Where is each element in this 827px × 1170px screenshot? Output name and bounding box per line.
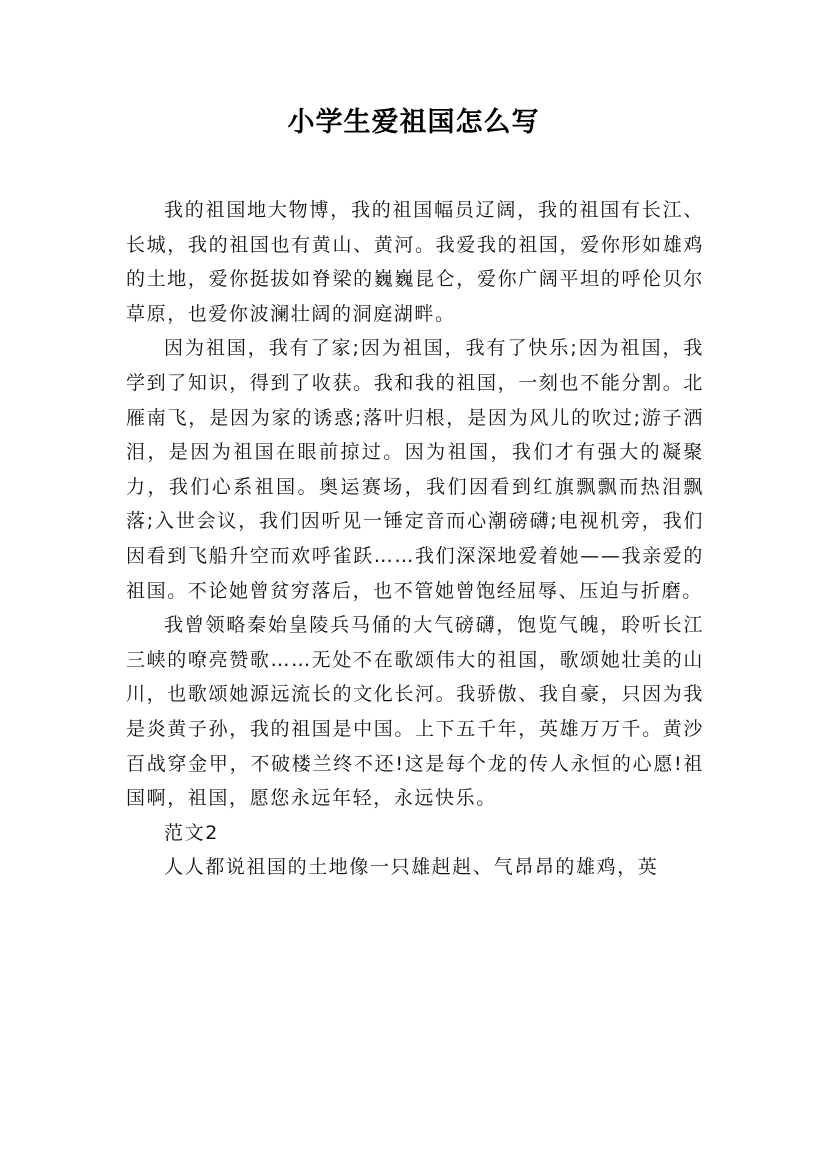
section-label: 范文2 — [164, 821, 219, 844]
paragraph-4: 人人都说祖国的土地像一只雄赳赳、气昂昂的雄鸡，英 — [164, 856, 659, 879]
document-title: 小学生爱祖国怎么写 — [287, 107, 540, 138]
paragraph-2: 因为祖国，我有了家;因为祖国，我有了快乐;因为祖国，我学到了知识，得到了收获。我和我的祖国，一刻也不能分割。北雁南飞，是因为家的诱惑;落叶归根，是因为风儿的吹过;游子洒泪，是因为祖国在眼前掠过。因为祖国，我们才有强大的凝聚力，我们心系祖国。奥运赛场，我们因看到红旗飘飘而热泪飘落;入世会议，我们因听见一锤定音而心潮磅礴;电视机旁，我们因看到飞船升空而欢呼雀跃……我们深深地爱着她——我亲爱的祖国。不论她曾贫穷落后，也不管她曾饱经屈辱、压迫与折磨。 — [126, 337, 704, 602]
document-body — [126, 193, 704, 885]
paragraph-3: 我曾领略秦始皇陵兵马俑的大气磅礴，饱览气魄，聆听长江三峡的嘹亮赞歌……无处不在歌颂伟大的祖国，歌颂她壮美的山川，也歌颂她源远流长的文化长河。我骄傲、我自豪，只因为我是炎黄子孙，我的祖国是中国。上下五千年，英雄万万千。黄沙百战穿金甲，不破楼兰终不还!这是每个龙的传人永恒的心愿!祖国啊，祖国，愿您永远年轻，永远快乐。 — [126, 614, 704, 810]
paragraph-1: 我的祖国地大物博，我的祖国幅员辽阔，我的祖国有长江、长城，我的祖国也有黄山、黄河。我爱我的祖国，爱你形如雄鸡的土地，爱你挺拔如脊梁的巍巍昆仑，爱你广阔平坦的呼伦贝尔草原，也爱你波澜壮阔的洞庭湖畔。 — [126, 199, 704, 325]
